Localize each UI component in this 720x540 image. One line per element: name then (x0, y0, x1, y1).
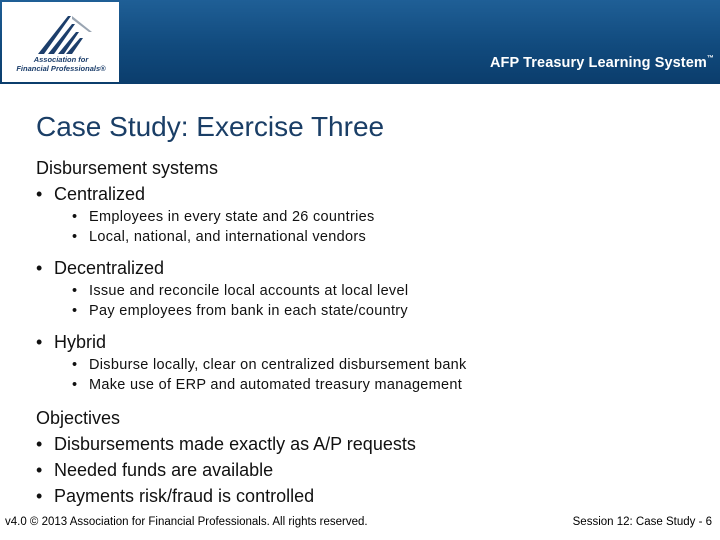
footer-copyright: v4.0 © 2013 Association for Financial Professionals. All rights reserved. (5, 516, 368, 528)
section-heading: Objectives (36, 408, 121, 428)
sub-bullet: • Make use of ERP and automated treasury management (72, 375, 706, 395)
slide-body (36, 155, 706, 509)
sub-bullet: • Disburse locally, clear on centralized disbursement bank (72, 355, 706, 375)
bullet-centralized: • Centralized (36, 181, 706, 207)
bullet-hybrid: • Hybrid (36, 329, 706, 355)
section-heading: Disbursement systems (36, 158, 219, 178)
slide-header (0, 0, 720, 84)
afp-logo-mark-icon (36, 12, 92, 56)
logo-text (6, 55, 116, 73)
logo-line-1: Association for (33, 55, 89, 64)
footer-session: Session 12: Case Study - 6 (572, 516, 712, 528)
section-disbursement-systems (36, 155, 706, 395)
section-objectives (36, 405, 706, 509)
brand-trademark: ™ (706, 55, 714, 62)
logo-line-2 (6, 64, 116, 73)
bullet-decentralized: • Decentralized (36, 255, 706, 281)
logo-registered-mark: ® (100, 64, 106, 73)
sub-bullet: • Employees in every state and 26 countries (72, 207, 706, 227)
sub-bullet: • Local, national, and international vendors (72, 227, 706, 247)
brand-name (490, 55, 714, 71)
slide-title: Case Study: Exercise Three (36, 111, 385, 142)
logo-line-2-text: Financial Professionals (16, 64, 101, 73)
brand-text: AFP Treasury Learning System (489, 55, 707, 71)
bullet-objective: • Needed funds are available (36, 457, 706, 483)
sub-bullet: • Issue and reconcile local accounts at local level (72, 281, 706, 301)
sub-list-centralized (72, 207, 706, 247)
sub-list-hybrid (72, 355, 706, 395)
sub-bullet: • Pay employees from bank in each state/country (72, 301, 706, 321)
sub-list-decentralized (72, 281, 706, 321)
bullet-objective: • Disbursements made exactly as A/P requests (36, 431, 706, 457)
bullet-objective: • Payments risk/fraud is controlled (36, 483, 706, 509)
afp-logo (2, 2, 119, 82)
